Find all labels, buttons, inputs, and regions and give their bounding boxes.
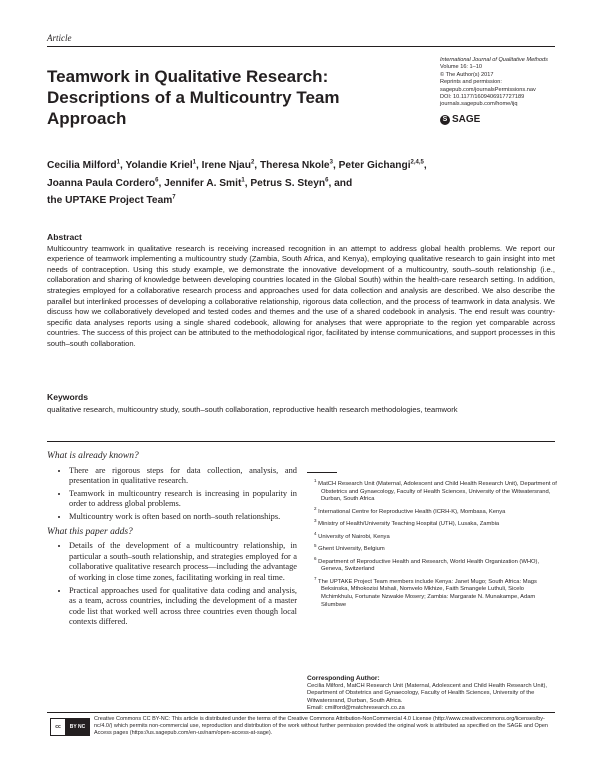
- list-item: • Teamwork in multicountry research is increasing in popularity in order to address global problems.: [69, 489, 297, 510]
- list-item: • Practical approaches used for qualitative data coding and analysis, as a team, across countries, including the development of a master code list that worked well across three countries even though local contexts differed.: [69, 586, 297, 628]
- journal-line: Volume 16: 1–10: [440, 64, 482, 71]
- author: Peter Gichangi$^{2,4,5}$,: [338, 160, 427, 172]
- journal-line[interactable]: Reprints and permission:: [440, 79, 502, 86]
- abstract-section: [47, 232, 555, 350]
- section-divider: [47, 441, 555, 442]
- affiliation-item: $^5$ Ghent University, Belgium: [314, 543, 385, 553]
- license-divider: [47, 712, 555, 713]
- abstract-text: Multicountry teamwork in qualitative research is receiving increased recognition in an attempt to address global health problems. We report our experience of teamwork implementing a multicountry study (Zambia, South Africa, and Kenya), employing qualitative research to gain insight into met needs of contraception. Using this study example, we demonstrate the innovative development of a multicountry, south–south relationship (i.e., collaboration and sharing of knowledge between developing countries located in the Global South) within the health-care research setting. In addition, strategies employed for a collaborative research process and approaches used for data collection and analysis are described. We also describe the parallel but interlinked processes of developing a collaborative relationship, rigorous data collection, and the process of teamwork in data analysis. We discuss how we collaboratively developed and tested codes and themes and the use of a shared codebook in analysis. The end result was country-specific data analyses reports using a single shared codebook, allowing for analyses that were appropriate to the region yet comparable across countries. The success of this project can be attributed to the methodological rigor, facilitated by intense communications, and support processes in this south–south collaboration.: [47, 243, 555, 348]
- article-type-label: Article: [47, 33, 72, 43]
- journal-name: International Journal of Qualitative Methods: [440, 57, 548, 63]
- corresponding-heading: Corresponding Author:: [307, 675, 380, 682]
- affiliation-item: $^6$ Department of Reproductive Health and Research, World Health Organization (WHO), Geneva, Switzerland: [314, 555, 540, 573]
- list-item: • There are rigorous steps for data collection, analysis, and presentation in qualitative research.: [69, 466, 297, 487]
- author-list: [47, 156, 547, 208]
- author: Joanna Paula Cordero$^6$,: [47, 177, 165, 189]
- corresponding-author: [307, 675, 557, 713]
- cc-license-icon[interactable]: [50, 718, 90, 736]
- affiliation-item: $^2$ International Centre for Reproductive Health (ICRH-K), Mombasa, Kenya: [314, 505, 506, 515]
- affiliation-item: $^7$ The UPTAKE Project Team members include Kenya: Janet Mugo; South Africa: Mags Beksinska, Mthokozisi Mshali, Nomvelo Mkhize, Faith Smangele Luthuli, Sicelo Mchimkhulu, Fortunate Nzwakie Mosery; Zambia: Margarate N. Munakampe, Adam Silumbwe: [314, 575, 537, 608]
- box-heading: What this paper adds?: [47, 526, 133, 537]
- publisher-name: SAGE: [452, 114, 481, 125]
- journal-line: © The Author(s) 2017: [440, 71, 494, 78]
- keywords-section: [47, 392, 555, 415]
- author: Petrus S. Steyn$^6$, and: [250, 177, 353, 189]
- sage-icon: S: [440, 115, 450, 125]
- header-divider: [47, 46, 555, 47]
- affiliation-item: $^1$ MatCH Research Unit (Maternal, Adolescent and Child Health Research Unit), Department of Obstetrics and Gynaecology, Faculty of Health Sciences, University of the Witwatersrand, Durban, South Africa: [314, 478, 557, 503]
- known-list: [47, 466, 297, 523]
- author: Cecilia Milford$^1$,: [47, 160, 126, 172]
- journal-info: [440, 57, 580, 109]
- highlights-box: [47, 451, 297, 632]
- author: Yolandie Kriel$^1$,: [125, 160, 202, 172]
- corresponding-email[interactable]: Email: cmilford@matchresearch.co.za: [307, 705, 405, 712]
- journal-line[interactable]: journals.sagepub.com/home/ijq: [440, 101, 518, 108]
- author: Irene Njau$^2$,: [201, 160, 260, 172]
- author: Theresa Nkole$^3$,: [259, 160, 339, 172]
- list-item: • Multicountry work is often based on north–south relationships.: [69, 512, 297, 523]
- corresponding-address: Cecilia Milford, MatCH Research Unit (Maternal, Adolescent and Child Health Research Unit), Department of Obstetrics and Gynaecology, Faculty of Health Sciences, University of the Witwatersrand, Durban, South Africa.: [307, 682, 548, 704]
- abstract-heading: Abstract: [47, 232, 82, 242]
- affiliations: [307, 477, 557, 610]
- affiliation-item: $^4$ University of Nairobi, Kenya: [314, 530, 390, 540]
- journal-line[interactable]: DOI: 10.1177/1609406917727189: [440, 94, 525, 101]
- affiliation-item: $^3$ Ministry of Health/University Teaching Hospital (UTH), Lusaka, Zambia: [314, 518, 500, 528]
- journal-line[interactable]: sagepub.com/journalsPermissions.nav: [440, 86, 536, 93]
- author: Jennifer A. Smit$^1$,: [164, 177, 251, 189]
- box-heading: What is already known?: [47, 451, 139, 461]
- author: the UPTAKE Project Team$^7$: [47, 194, 176, 207]
- list-item: • Details of the development of a multicountry relationship, in particular a south–south relationship, and strategies employed for a collaborative qualitative research process—including the advantage of working in close time zones, facilitating working in real time.: [69, 541, 297, 583]
- cc-logo-top: cc: [51, 719, 66, 735]
- adds-list: [47, 541, 297, 628]
- keywords-heading: Keywords: [47, 392, 89, 402]
- paper-title: Teamwork in Qualitative Research: Descriptions of a Multicountry Team Approach: [47, 67, 340, 128]
- publisher-logo: [440, 114, 480, 125]
- cc-logo-bottom: BY NC: [66, 719, 89, 735]
- license-text: Creative Commons CC BY-NC: This article is distributed under the terms of the Creative Commons Attribution-NonCommercial 4.0 License (http://www.creativecommons.org/licenses/by-nc/4.0/) which permits non-commercial use, reproduction and distribution of the work without further permission provided the original work is attributed as specified on the SAGE and Open Access pages (https://us.sagepub.com/en-us/nam/open-access-at-sage).: [94, 716, 548, 737]
- keywords-text: qualitative research, multicountry study, south–south collaboration, reproductive health research methodologies, teamwork: [47, 404, 458, 414]
- footnote-divider: [307, 472, 337, 473]
